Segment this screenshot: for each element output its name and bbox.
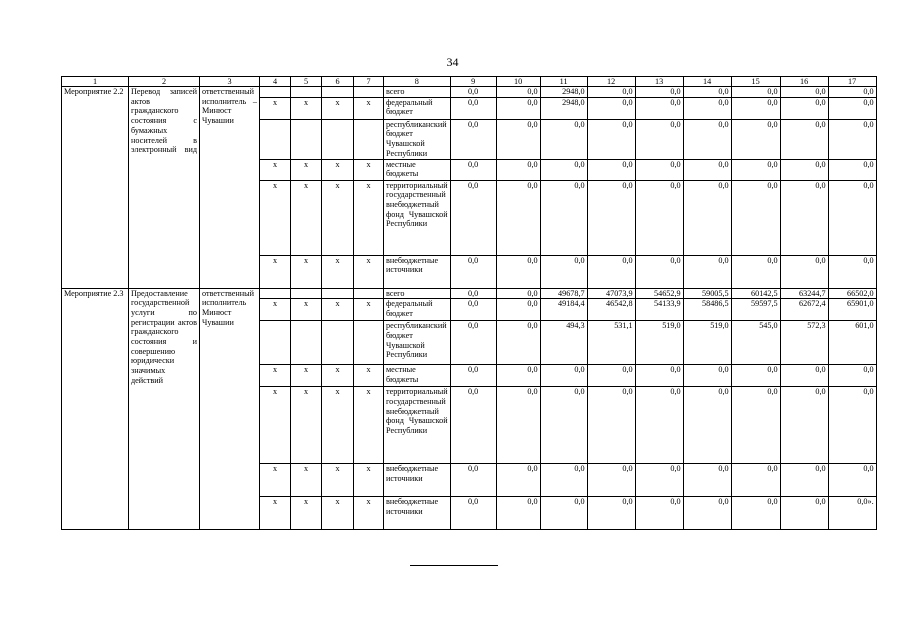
code-cell: х	[354, 387, 384, 464]
value-cell: 545,0	[731, 321, 780, 365]
value-cell: 0,0	[828, 87, 876, 98]
value-cell: 0,0	[496, 87, 540, 98]
value-cell: 0,0	[828, 119, 876, 159]
code-cell: х	[260, 387, 291, 464]
value-cell: 0,0	[587, 255, 635, 288]
value-cell: 0,0	[450, 119, 496, 159]
value-cell: 0,0	[635, 119, 683, 159]
value-cell: 47073,9	[587, 288, 635, 299]
value-cell: 0,0	[780, 365, 828, 387]
budget-table	[61, 76, 877, 530]
value-cell: 0,0	[731, 97, 780, 119]
code-cell	[354, 321, 384, 365]
value-cell: 0,0	[587, 180, 635, 255]
header-cell: 4	[260, 77, 291, 87]
value-cell: 2948,0	[540, 97, 587, 119]
funding-source-cell: местные бюджеты	[384, 365, 451, 387]
funding-source-cell: территориальный государственный внебюджетный фонд Чувашской Республики	[384, 387, 451, 464]
code-cell	[322, 87, 354, 98]
value-cell: 0,0	[450, 299, 496, 321]
value-cell: 0,0	[450, 464, 496, 497]
value-cell: 0,0	[683, 365, 731, 387]
code-cell: х	[322, 497, 354, 530]
code-cell: х	[322, 180, 354, 255]
value-cell: 0,0	[496, 387, 540, 464]
header-cell: 3	[200, 77, 260, 87]
code-cell	[354, 87, 384, 98]
code-cell: х	[354, 464, 384, 497]
funding-source-cell: всего	[384, 87, 451, 98]
header-cell: 9	[450, 77, 496, 87]
value-cell: 0,0	[828, 97, 876, 119]
code-cell	[291, 119, 322, 159]
code-cell: х	[354, 497, 384, 530]
value-cell: 58486,5	[683, 299, 731, 321]
value-cell: 54133,9	[635, 299, 683, 321]
footer-rule	[410, 565, 498, 566]
value-cell: 0,0	[635, 180, 683, 255]
value-cell: 601,0	[828, 321, 876, 365]
value-cell: 0,0	[731, 365, 780, 387]
value-cell: 0,0	[731, 180, 780, 255]
code-cell: х	[354, 159, 384, 180]
code-cell: х	[291, 299, 322, 321]
value-cell: 0,0	[587, 464, 635, 497]
value-cell: 0,0	[683, 180, 731, 255]
code-cell: х	[260, 180, 291, 255]
header-cell: 7	[354, 77, 384, 87]
value-cell: 0,0	[780, 497, 828, 530]
value-cell: 0,0	[731, 387, 780, 464]
value-cell: 519,0	[683, 321, 731, 365]
header-cell: 14	[683, 77, 731, 87]
value-cell: 0,0	[450, 180, 496, 255]
value-cell: 0,0	[635, 464, 683, 497]
value-cell: 0,0	[540, 119, 587, 159]
code-cell	[354, 119, 384, 159]
value-cell: 0,0	[731, 159, 780, 180]
value-cell: 0,0	[780, 159, 828, 180]
value-cell: 519,0	[635, 321, 683, 365]
value-cell: 54652,9	[635, 288, 683, 299]
header-cell: 5	[291, 77, 322, 87]
value-cell: 531,1	[587, 321, 635, 365]
value-cell: 0,0».	[828, 497, 876, 530]
funding-source-cell: федеральный бюджет	[384, 97, 451, 119]
value-cell: 0,0	[450, 255, 496, 288]
value-cell: 49678,7	[540, 288, 587, 299]
code-cell: х	[291, 180, 322, 255]
value-cell: 0,0	[496, 180, 540, 255]
funding-source-cell: федеральный бюджет	[384, 299, 451, 321]
value-cell: 0,0	[540, 255, 587, 288]
value-cell: 0,0	[828, 365, 876, 387]
value-cell: 0,0	[683, 159, 731, 180]
value-cell: 0,0	[635, 365, 683, 387]
code-cell: х	[322, 159, 354, 180]
event-name-cell: Перевод записей актов гражданского состояния с бумажных носителей в электронный вид	[129, 87, 200, 289]
value-cell: 66502,0	[828, 288, 876, 299]
value-cell: 0,0	[450, 321, 496, 365]
value-cell: 60142,5	[731, 288, 780, 299]
value-cell: 0,0	[828, 464, 876, 497]
code-cell: х	[291, 464, 322, 497]
value-cell: 0,0	[496, 464, 540, 497]
code-cell: х	[322, 365, 354, 387]
value-cell: 0,0	[587, 87, 635, 98]
value-cell: 0,0	[780, 464, 828, 497]
code-cell: х	[322, 387, 354, 464]
value-cell: 65901,0	[828, 299, 876, 321]
value-cell: 0,0	[450, 365, 496, 387]
value-cell: 0,0	[780, 119, 828, 159]
value-cell: 0,0	[828, 387, 876, 464]
value-cell: 0,0	[635, 497, 683, 530]
header-cell: 1	[62, 77, 129, 87]
value-cell: 0,0	[496, 365, 540, 387]
code-cell	[260, 87, 291, 98]
header-cell: 2	[129, 77, 200, 87]
code-cell	[322, 321, 354, 365]
event-cell: Мероприятие 2.2	[62, 87, 129, 289]
code-cell: х	[291, 497, 322, 530]
code-cell	[322, 119, 354, 159]
value-cell: 0,0	[540, 180, 587, 255]
value-cell: 62672,4	[780, 299, 828, 321]
funding-source-cell: территориальный государственный внебюджетный фонд Чувашской Республики	[384, 180, 451, 255]
value-cell: 0,0	[731, 497, 780, 530]
code-cell	[291, 288, 322, 299]
value-cell: 46542,8	[587, 299, 635, 321]
value-cell: 0,0	[450, 87, 496, 98]
code-cell: х	[260, 159, 291, 180]
code-cell: х	[354, 97, 384, 119]
value-cell: 0,0	[496, 299, 540, 321]
executor-cell: ответственный исполнитель Минюст Чувашии	[200, 288, 260, 530]
event-name-cell: Предоставление государственной услуги по регистрации актов гражданского состояния и совершению юридически значимых действий	[129, 288, 200, 530]
value-cell: 0,0	[683, 497, 731, 530]
code-cell: х	[291, 97, 322, 119]
code-cell: х	[260, 255, 291, 288]
value-cell: 59597,5	[731, 299, 780, 321]
header-cell: 11	[540, 77, 587, 87]
header-cell: 8	[384, 77, 451, 87]
value-cell: 63244,7	[780, 288, 828, 299]
value-cell: 0,0	[587, 497, 635, 530]
code-cell: х	[322, 464, 354, 497]
funding-source-cell: внебюджетные источники	[384, 497, 451, 530]
funding-source-cell: местные бюджеты	[384, 159, 451, 180]
value-cell: 0,0	[780, 87, 828, 98]
event-cell: Мероприятие 2.3	[62, 288, 129, 530]
code-cell: х	[260, 497, 291, 530]
value-cell: 0,0	[587, 97, 635, 119]
code-cell: х	[260, 365, 291, 387]
code-cell	[354, 288, 384, 299]
header-cell: 10	[496, 77, 540, 87]
value-cell: 0,0	[635, 255, 683, 288]
value-cell: 0,0	[731, 87, 780, 98]
code-cell: х	[354, 365, 384, 387]
value-cell: 0,0	[731, 119, 780, 159]
header-cell: 13	[635, 77, 683, 87]
value-cell: 494,3	[540, 321, 587, 365]
code-cell	[291, 321, 322, 365]
value-cell: 0,0	[496, 159, 540, 180]
value-cell: 0,0	[496, 119, 540, 159]
code-cell: х	[260, 464, 291, 497]
value-cell: 0,0	[587, 159, 635, 180]
header-cell: 16	[780, 77, 828, 87]
value-cell: 0,0	[683, 255, 731, 288]
header-cell: 17	[828, 77, 876, 87]
header-row	[62, 77, 877, 87]
value-cell: 0,0	[540, 365, 587, 387]
header-cell: 6	[322, 77, 354, 87]
code-cell: х	[354, 180, 384, 255]
executor-cell: ответственный исполнитель – Минюст Чувашии	[200, 87, 260, 289]
value-cell: 0,0	[635, 159, 683, 180]
funding-source-cell: республиканский бюджет Чувашской Республики	[384, 321, 451, 365]
funding-source-cell: внебюджетные источники	[384, 255, 451, 288]
code-cell: х	[354, 299, 384, 321]
code-cell: х	[291, 159, 322, 180]
code-cell	[260, 321, 291, 365]
code-cell: х	[322, 255, 354, 288]
code-cell	[260, 119, 291, 159]
funding-source-cell: республиканский бюджет Чувашской Республики	[384, 119, 451, 159]
value-cell: 0,0	[450, 97, 496, 119]
code-cell: х	[291, 255, 322, 288]
code-cell: х	[291, 365, 322, 387]
value-cell: 59005,5	[683, 288, 731, 299]
value-cell: 0,0	[683, 464, 731, 497]
value-cell: 0,0	[683, 97, 731, 119]
value-cell: 49184,4	[540, 299, 587, 321]
value-cell: 0,0	[496, 321, 540, 365]
table-row	[62, 288, 877, 299]
value-cell: 2948,0	[540, 87, 587, 98]
value-cell: 0,0	[780, 255, 828, 288]
value-cell: 0,0	[496, 97, 540, 119]
code-cell: х	[322, 299, 354, 321]
code-cell: х	[291, 387, 322, 464]
funding-source-cell: всего	[384, 288, 451, 299]
value-cell: 0,0	[450, 288, 496, 299]
value-cell: 0,0	[540, 497, 587, 530]
value-cell: 0,0	[635, 87, 683, 98]
value-cell: 0,0	[450, 497, 496, 530]
value-cell: 0,0	[683, 119, 731, 159]
code-cell: х	[322, 97, 354, 119]
funding-source-cell: внебюджетные источники	[384, 464, 451, 497]
value-cell: 0,0	[780, 97, 828, 119]
page-number: 34	[446, 55, 459, 69]
value-cell: 0,0	[450, 159, 496, 180]
value-cell: 0,0	[780, 387, 828, 464]
value-cell: 0,0	[587, 365, 635, 387]
value-cell: 0,0	[828, 180, 876, 255]
code-cell	[260, 288, 291, 299]
value-cell: 0,0	[780, 180, 828, 255]
value-cell: 0,0	[540, 159, 587, 180]
value-cell: 0,0	[496, 497, 540, 530]
value-cell: 0,0	[496, 255, 540, 288]
code-cell	[322, 288, 354, 299]
value-cell: 0,0	[828, 159, 876, 180]
code-cell	[291, 87, 322, 98]
value-cell: 0,0	[540, 387, 587, 464]
code-cell: х	[354, 255, 384, 288]
value-cell: 0,0	[635, 387, 683, 464]
value-cell: 0,0	[587, 119, 635, 159]
value-cell: 0,0	[731, 255, 780, 288]
header-cell: 12	[587, 77, 635, 87]
table-row	[62, 87, 877, 98]
value-cell: 0,0	[587, 387, 635, 464]
header-cell: 15	[731, 77, 780, 87]
value-cell: 0,0	[683, 387, 731, 464]
value-cell: 0,0	[731, 464, 780, 497]
value-cell: 0,0	[635, 97, 683, 119]
value-cell: 0,0	[540, 464, 587, 497]
value-cell: 0,0	[496, 288, 540, 299]
value-cell: 0,0	[683, 87, 731, 98]
code-cell: х	[260, 97, 291, 119]
value-cell: 0,0	[450, 387, 496, 464]
value-cell: 0,0	[828, 255, 876, 288]
code-cell: х	[260, 299, 291, 321]
value-cell: 572,3	[780, 321, 828, 365]
